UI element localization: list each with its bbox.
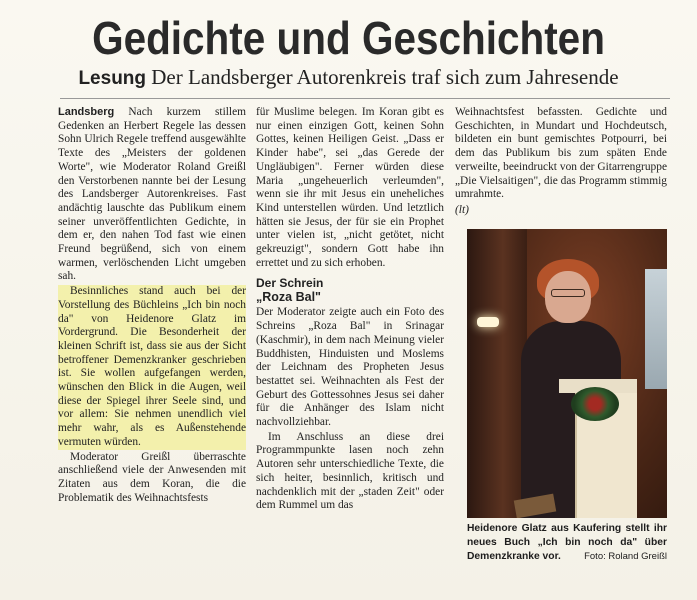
photo-lamp (477, 317, 499, 327)
caption-text: Heidenore Glatz aus Kaufering stellt ihr neues Buch „Ich bin noch da" über Demenzkranke vor. (467, 523, 667, 562)
column-3 (455, 106, 667, 226)
divider (60, 98, 670, 99)
subheadline (0, 64, 697, 90)
col2-paragraph-1: für Muslime belegen. Im Koran gibt es nur einen einzigen Gott, keinen Sohn Gottes, keinen Heiligen Geist. „Dass er Kinder habe", sei „das Gerede der Ungläubigen". Ferner würden diese Maria „ungeheuerlich verleumden", wenn sie ihr mit Jesus ein uneheliches Kind unterstellen würden. Und letztlich hätten sie Jesus, der für sie ein Prophet unter vielen ist, „nicht getötet, nicht gekreuzigt", sondern Gott habe ihn errettet und zu sich erhoben. (256, 106, 444, 269)
author-signature: (lt) (455, 203, 469, 216)
col1-paragraph-3: Moderator Greißl überraschte anschließend viele der Anwesenden mit Zitaten aus dem Koran, die die Problematik des Weihnachtsfests (58, 450, 246, 504)
subheadline-text: Der Landsberger Autorenkreis traf sich zum Jahresende (151, 65, 619, 89)
column-2 (256, 106, 444, 596)
photo-advent-wreath (571, 387, 619, 421)
section-heading (256, 276, 444, 304)
photo-caption (467, 522, 667, 582)
col1-paragraph-2-highlighted: Besinnliches stand auch bei der Vorstellung des Büchleins „Ich bin noch da" von Heidenore Glatz im Vordergrund. Die Besonderheit der kleinen Schrift ist, dass sie aus der Sicht betroffener Demenzkranker geschrieben ist. Sie wollen aufgefangen werden, wünschen den Blick in die Augen, weil diese der Spiegel ihrer Seele sind, und vor allem: Sie nehmen unendlich viel mehr wahr, als es Außenstehende vermuten würden. (58, 285, 246, 448)
photo-person-glasses (551, 289, 585, 297)
photo-window (645, 269, 667, 389)
headline: Gedichte und Geschichten (92, 12, 605, 64)
kicker: Lesung (78, 68, 147, 89)
photo-credit: Foto: Roland Greißl (584, 551, 667, 562)
dateline: Landsberg (58, 106, 115, 118)
photo-curtain (467, 229, 527, 518)
col3-paragraph-1: Weihnachtsfest befassten. Gedichte und Geschichten, in Mundart und Hochdeutsch, bildeten ein bunt gemischtes Potpourri, bei dem das Publikum bis zum späten Ende verweilte, beeindruckt von der Gitarrengruppe „Die Vielsaitigen", die das Programm stimmig umrahmte. (455, 106, 667, 201)
col1-paragraph-1 (58, 106, 246, 284)
col1-p1-text: Nach kurzem stillem Gedenken an Herbert Regele las dessen Sohn Ulrich Regele treffend ausgewählte Texte des „Meisters der goldenen Worte", wie Moderator Roland Greißl den Verstorbenen nannte bei der Lesung des Landsberger Autorenkreises. Fast andächtig lauschte das Publikum einem seiner unveröffentlichten Gedichte, in dem er, den nahen Tod fast wie einen Freund begrüßend, sich von einem warmen, verlöschenden Licht umgeben sah. (58, 106, 246, 283)
section-subtitle: „Roza Bal" (256, 290, 321, 305)
section-title: Der Schrein (256, 276, 324, 291)
col2-paragraph-2: Der Moderator zeigte auch ein Foto des Schreins „Roza Bal" in Srinagar (Kaschmir), in dem nach Meinung vieler Buddhisten, Hinduisten und Moslems der Leichnam des Propheten Jesus bestattet sei. Weihnachten als Fest der Geburt des Gottessohnes Jesus sei daher für die Anhänger des Islam nicht nachvollziehbar. (256, 306, 444, 429)
col2-paragraph-3: Im Anschluss an diese drei Programmpunkte lasen noch zehn Autoren sehr unterschiedliche Texte, die sich heiter, besinnlich, kritisch und nachdenklich mit der „staden Zeit" oder dem Rummel um das (256, 430, 444, 512)
photo-person-face (545, 271, 591, 323)
article-photo (467, 229, 667, 518)
column-1 (58, 106, 246, 596)
